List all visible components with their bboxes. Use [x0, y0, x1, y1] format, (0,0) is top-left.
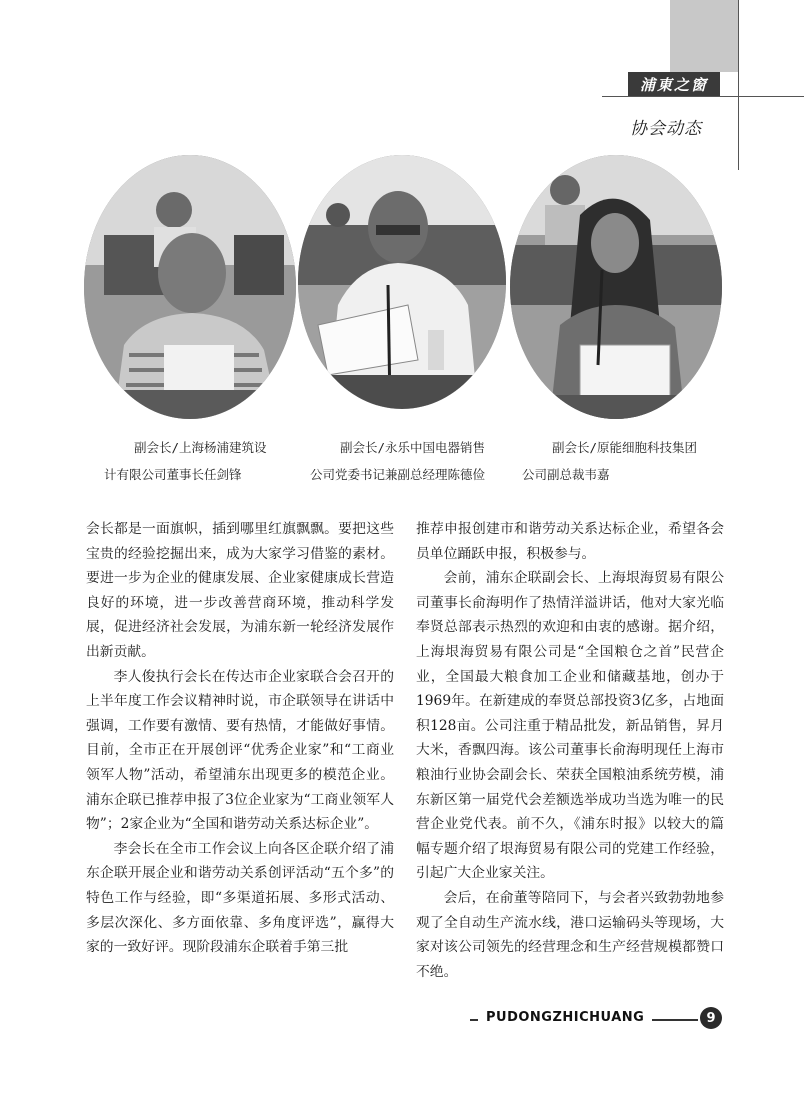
- caption-han-weijia: [522, 434, 732, 488]
- article-paragraph: 会后，在俞董等陪同下，与会者兴致勃勃地参观了全自动生产流水线，港口运输码头等现场，大家对该公司领先的经营理念和生产经营规模都赞口不绝。: [416, 889, 724, 980]
- section-title: 协会动态: [630, 119, 702, 139]
- article-paragraph: 会长都是一面旗帜，插到哪里红旗飘飘。要把这些宝贵的经验挖掘出来，成为大家学习借鉴的素材。要进一步为企业的健康发展、企业家健康成长营造良好的环境，进一步改善营商环境，推动科学发展，促进经济社会发展，为浦东新一轮经济发展作出新贡献。: [86, 521, 394, 660]
- caption-chen-dejian: [310, 434, 510, 488]
- photo-ren-jianfeng: [84, 155, 296, 419]
- header-vertical-rule: [738, 0, 739, 170]
- article-column-right: [416, 517, 724, 984]
- magazine-brand-badge: 浦東之窗: [628, 72, 720, 96]
- article-paragraph: 会前，浦东企联副会长、上海垠海贸易有限公司董事长俞海明作了热情洋溢讲话，他对大家光临奉贤总部表示热烈的欢迎和由衷的感谢。据介绍，上海垠海贸易有限公司是“全国粮仓之首”民营企业，全国最大粮食加工企业和储藏基地，创办于1969年。在新建成的奉贤总部投资3亿多，占地面积128亩。公司注重于精品批发，新品销售，昇月大米，香飘四海。该公司董事长俞海明现任上海市粮油行业协会副会长、荣获全国粮油系统劳模，浦东新区第一届党代会差额选举成功当选为唯一的民营企业党代表。前不久，《浦东时报》以较大的篇幅专题介绍了垠海贸易有限公司的党建工作经验，引起广大企业家关注。: [416, 570, 724, 882]
- article-column-left: [86, 517, 394, 960]
- header-corner-block: [670, 0, 738, 72]
- caption-line: 副会长/永乐中国电器销售: [340, 440, 486, 455]
- photo-han-weijia: [510, 155, 722, 419]
- caption-ren-jianfeng: [104, 434, 304, 488]
- article-paragraph: 李会长在全市工作会议上向各区企联介绍了浦东企联开展企业和谐劳动关系创评活动“五个多”的特色工作与经验，即“多渠道拓展、多形式活动、多层次深化、多方面依靠、多角度评选”，赢得大家的一致好评。现阶段浦东企联着手第三批: [86, 840, 394, 956]
- header-horizontal-rule: [602, 96, 804, 97]
- caption-line: 计有限公司董事长任剑锋: [104, 467, 242, 482]
- photo-chen-dejian: [298, 155, 506, 409]
- caption-line: 副会长/原能细胞科技集团: [552, 440, 698, 455]
- article-paragraph: 推荐申报创建市和谐劳动关系达标企业，希望各会员单位踊跃申报，积极参与。: [416, 521, 724, 562]
- footer-brand: PUDONGZHICHUANG: [478, 1010, 652, 1025]
- caption-line: 公司副总裁韦嘉: [522, 467, 610, 482]
- article-paragraph: 李人俊执行会长在传达市企业家联合会召开的上半年度工作会议精神时说，市企联领导在讲话中强调，工作要有激情、要有热情，才能做好事情。目前，全市正在开展创评“优秀企业家”和“工商业领军人物”活动，希望浦东出现更多的模范企业。浦东企联已推荐申报了3位企业家为“工商业领军人物”；2家企业为“全国和谐劳动关系达标企业”。: [86, 668, 394, 833]
- caption-line: 公司党委书记兼副总经理陈德俭: [310, 467, 486, 482]
- page-number: 9: [700, 1007, 722, 1029]
- caption-line: 副会长/上海杨浦建筑设: [134, 440, 267, 455]
